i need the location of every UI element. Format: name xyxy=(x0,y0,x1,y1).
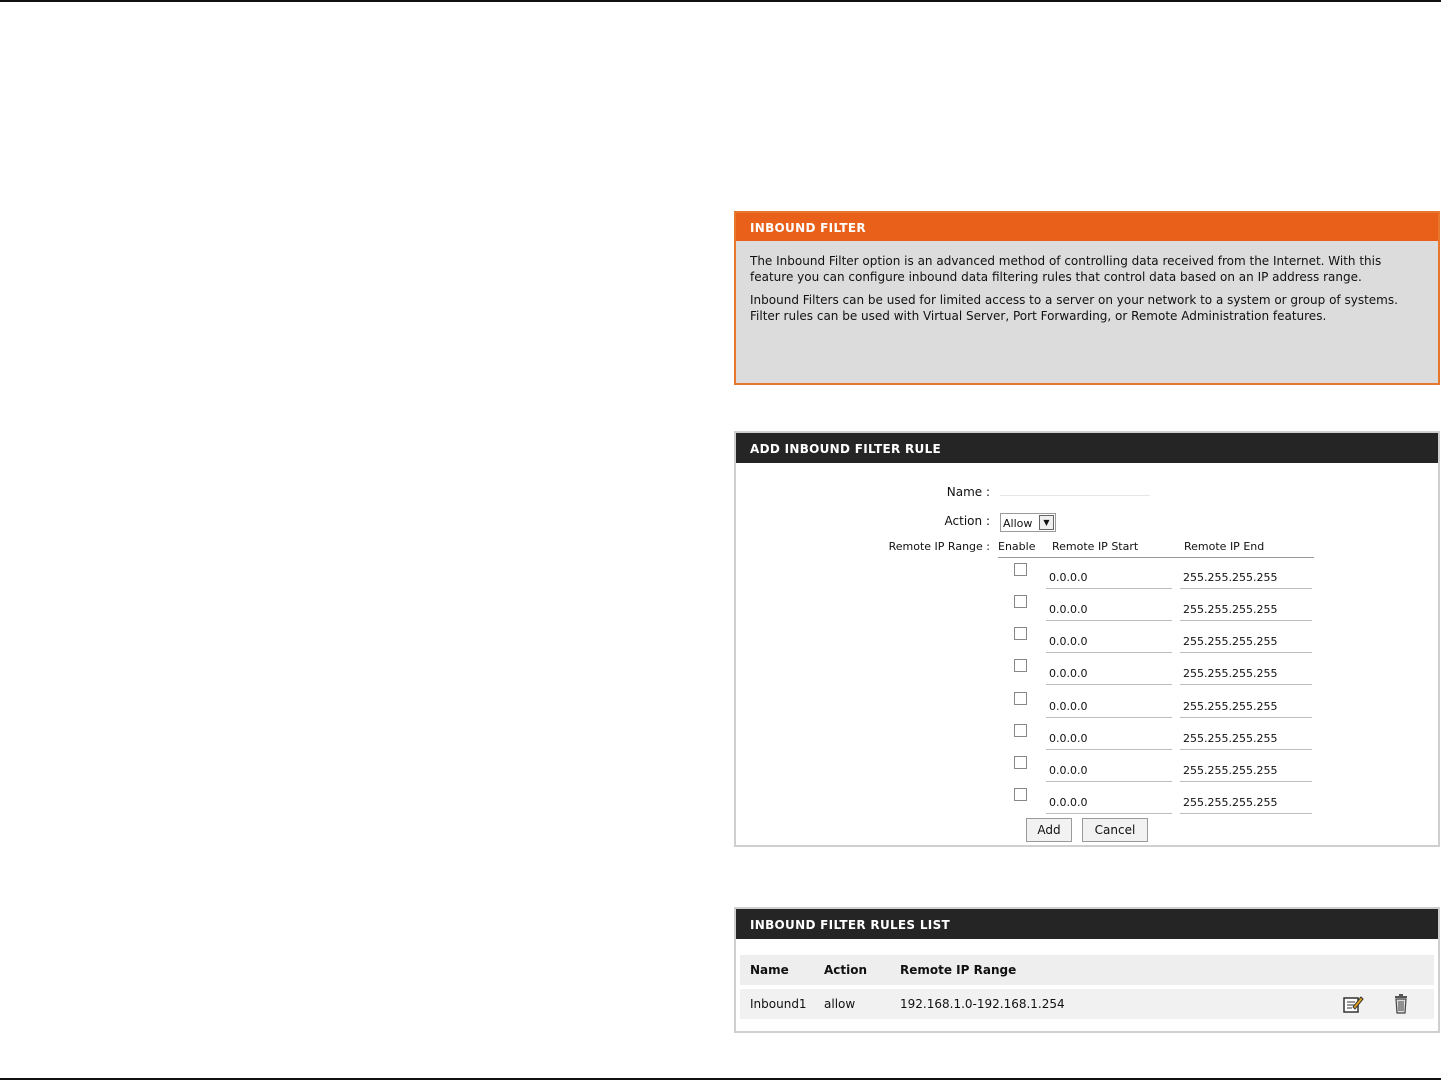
remote-ip-end-input[interactable]: 255.255.255.255 xyxy=(1180,696,1312,718)
remote-ip-end-input[interactable]: 255.255.255.255 xyxy=(1180,663,1312,685)
add-inbound-filter-rule-panel xyxy=(734,431,1440,847)
ip-range-row xyxy=(998,657,1314,689)
ip-range-row xyxy=(998,722,1314,754)
enable-checkbox[interactable] xyxy=(1014,595,1027,608)
info-paragraph-2: Inbound Filters can be used for limited access to a server on your network to a system or group of systems. Filter rules can be used with Virtual Server, Port Forwarding, or Remote Administration features. xyxy=(750,293,1398,323)
info-paragraph-1: The Inbound Filter option is an advanced method of controlling data received from the Internet. With this feature you can configure inbound data filtering rules that control data based on an IP address range. xyxy=(750,254,1382,284)
rule-action: allow xyxy=(824,997,856,1011)
top-rule xyxy=(0,0,1441,2)
bottom-rule xyxy=(0,1078,1441,1080)
name-input[interactable] xyxy=(1000,477,1150,496)
trash-icon[interactable] xyxy=(1390,993,1412,1015)
name-label: Name : xyxy=(946,485,990,499)
remote-ip-start-input[interactable]: 0.0.0.0 xyxy=(1046,728,1172,750)
ip-range-row xyxy=(998,690,1314,722)
header-divider xyxy=(998,557,1314,558)
rule-name: Inbound1 xyxy=(750,997,807,1011)
ip-range-row xyxy=(998,786,1314,818)
ip-range-row xyxy=(998,625,1314,657)
ip-range-row xyxy=(998,561,1314,593)
add-rule-title: ADD INBOUND FILTER RULE xyxy=(736,433,1438,463)
chevron-down-icon[interactable]: ▼ xyxy=(1039,515,1054,530)
enable-checkbox[interactable] xyxy=(1014,563,1027,576)
remote-ip-end-input[interactable]: 255.255.255.255 xyxy=(1180,760,1312,782)
col-enable-header: Enable xyxy=(998,540,1036,553)
remote-ip-start-input[interactable]: 0.0.0.0 xyxy=(1046,696,1172,718)
remote-ip-start-input[interactable]: 0.0.0.0 xyxy=(1046,567,1172,589)
edit-icon[interactable] xyxy=(1342,993,1364,1015)
table-row xyxy=(740,989,1434,1019)
cancel-button[interactable]: Cancel xyxy=(1082,818,1148,842)
add-button[interactable]: Add xyxy=(1026,818,1072,842)
remote-ip-end-input[interactable]: 255.255.255.255 xyxy=(1180,599,1312,621)
rules-list-title: INBOUND FILTER RULES LIST xyxy=(736,909,1438,939)
action-select[interactable] xyxy=(1000,513,1056,532)
info-panel-title: INBOUND FILTER xyxy=(736,213,1438,241)
col-remote-ip-end-header: Remote IP End xyxy=(1184,540,1265,553)
enable-checkbox[interactable] xyxy=(1014,756,1027,769)
remote-ip-start-input[interactable]: 0.0.0.0 xyxy=(1046,760,1172,782)
col-action-header: Action xyxy=(824,963,868,977)
remote-ip-end-input[interactable]: 255.255.255.255 xyxy=(1180,631,1312,653)
inbound-filter-info-panel xyxy=(734,211,1440,385)
info-panel-body xyxy=(736,241,1438,324)
action-select-value: Allow xyxy=(1003,517,1033,530)
col-remote-ip-start-header: Remote IP Start xyxy=(1052,540,1139,553)
enable-checkbox[interactable] xyxy=(1014,788,1027,801)
enable-checkbox[interactable] xyxy=(1014,659,1027,672)
rules-table-header xyxy=(740,955,1434,985)
remote-ip-end-input[interactable]: 255.255.255.255 xyxy=(1180,567,1312,589)
col-name-header: Name xyxy=(750,963,789,977)
remote-ip-end-input[interactable]: 255.255.255.255 xyxy=(1180,792,1312,814)
remote-ip-start-input[interactable]: 0.0.0.0 xyxy=(1046,631,1172,653)
enable-checkbox[interactable] xyxy=(1014,627,1027,640)
action-label: Action : xyxy=(944,514,990,528)
remote-ip-start-input[interactable]: 0.0.0.0 xyxy=(1046,663,1172,685)
enable-checkbox[interactable] xyxy=(1014,724,1027,737)
col-remote-ip-range-header: Remote IP Range xyxy=(900,963,1017,977)
ip-range-row xyxy=(998,754,1314,786)
remote-ip-end-input[interactable]: 255.255.255.255 xyxy=(1180,728,1312,750)
remote-ip-range-label: Remote IP Range : xyxy=(888,540,990,553)
ip-range-row xyxy=(998,593,1314,625)
inbound-filter-rules-list-panel xyxy=(734,907,1440,1033)
remote-ip-start-input[interactable]: 0.0.0.0 xyxy=(1046,599,1172,621)
remote-ip-start-input[interactable]: 0.0.0.0 xyxy=(1046,792,1172,814)
enable-checkbox[interactable] xyxy=(1014,692,1027,705)
rule-remote-ip-range: 192.168.1.0-192.168.1.254 xyxy=(900,997,1065,1011)
